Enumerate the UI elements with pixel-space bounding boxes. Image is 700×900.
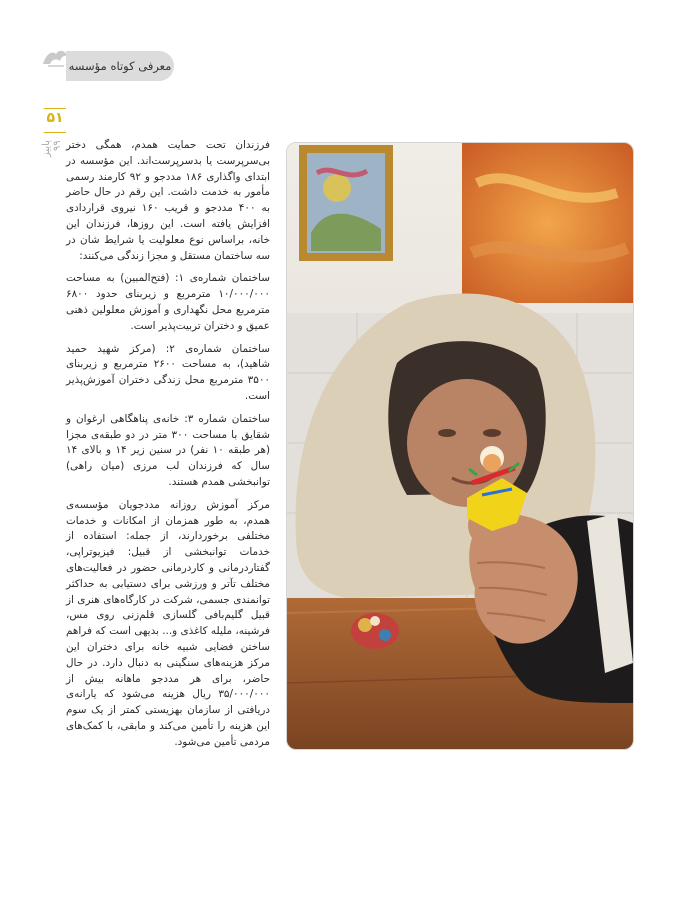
orange-painting: [462, 143, 633, 303]
issue-season: پاییز ۹۹: [41, 140, 63, 158]
page-number: ۵۱: [46, 110, 64, 126]
article-paragraph: ساختمان شماره‌ی ۲: (مرکز شهید حمید شاهید)، به مساحت ۲۶۰۰ مترمربع و زیربنای ۳۵۰۰ مترمربع محل زندگی دختران آموزش‌پذیر است.: [66, 342, 270, 402]
section-title: معرفی کوتاه مؤسسه: [66, 51, 174, 81]
article-photo: [286, 142, 634, 750]
article-paragraph: ساختمان شماره‌ی ۱: (فتح‌المبین) به مساحت ۱۰/۰۰۰/۰۰۰ مترمربع و زیربنای حدود ۶۸۰۰ مترمربع محل نگهداری و آموزش معلولین ذهنی عمیق و دختران تربیت‌پذیر است.: [66, 272, 270, 332]
article-paragraph: مرکز آموزش روزانه مددجویان مؤسسه‌ی همدم، به طور همزمان از امکانات و خدمات مختلفی برخوردارند، از جمله: استفاده از خدمات توانبخشی از قبیل: فیزیوتراپی، گفتاردرمانی و کاردرمانی حضور در فعالیت‌های مختلف تآتر و ورزشی برای دستیابی به حداکثر توانمندی جسمی، شرکت در کارگاه‌های هنری از قبیل گلیم‌بافی گلسازی قلم‌زنی روی مس، فرشینه، ملیله کاغذی و... بدیهی است که فراهم ساختن فضایی شبیه خانه برای دختران این مرکز هزینه‌های سنگینی به دنبال دارد. در حال حاضر، برای هر مددجو ماهانه بیش از ۳۵/۰۰۰/۰۰۰ ریال هزینه می‌شود که یارانه‌ی دریافتی از سازمان بهزیستی کمتر از یک سوم این هزینه را تأمین می‌کند و مابقی، با کمک‌های مردمی تأمین می‌شود.: [66, 498, 270, 748]
photo-woman-with-doll: [287, 143, 633, 749]
page-number-rule-bottom: [44, 132, 66, 133]
article-paragraph: فرزندان تحت حمایت همدم، همگی دختر بی‌سرپرست یا بدسرپرست‌اند. این مؤسسه در ابتدای واگذاری ۱۸۶ مددجو و ۹۲ کارمند رسمی مأمور به خدمت داشت. این رقم در حال حاضر به ۴۰۰ مددجو و قریب ۱۶۰ نیروی قراردادی افزایش یافته است. این روزها، فرزندان این خانه، براساس نوع معلولیت یا شرایط شان در سه ساختمان مستقل و مجزا زندگی می‌کنند:: [66, 139, 271, 262]
article-paragraph: ساختمان شماره ۳: خانه‌ی پناهگاهی ارغوان و شقایق با مساحت ۳۰۰ متر در دو طبقه‌ی مجزا (هر طبقه ۱۰ نفر) در سنین زیر ۱۴ و بالای ۱۴ سال که فرزندان لب مرزی (میان راهی) توانبخشی همدم هستند.: [66, 412, 271, 488]
small-doll-on-table: [351, 613, 399, 649]
page-number-rule-top: [44, 108, 66, 109]
article-body: [66, 138, 270, 757]
